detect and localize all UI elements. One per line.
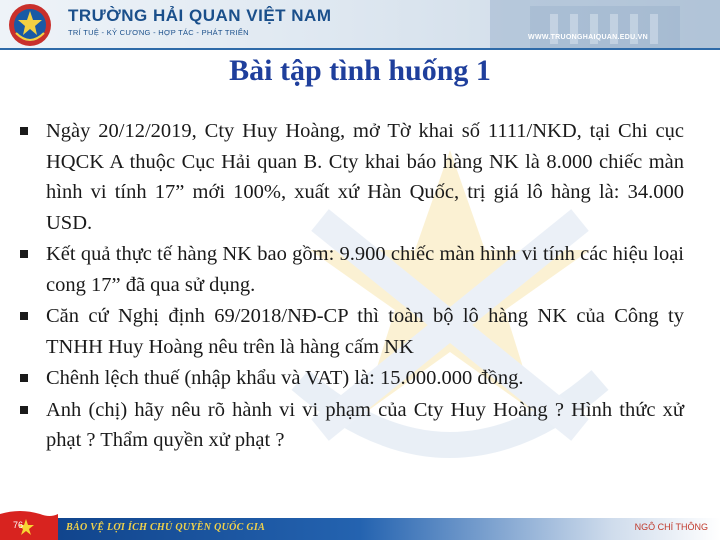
list-item [18,301,684,362]
square-bullet-icon [20,374,28,382]
list-item [18,239,684,300]
school-motto: TRÍ TUỆ - KỶ CƯƠNG - HỢP TÁC - PHÁT TRIỂN [68,28,249,37]
school-name: TRƯỜNG HẢI QUAN VIỆT NAM [68,6,332,25]
list-item-text: Chênh lệch thuế (nhập khẩu và VAT) là: 15.000.000 đồng. [46,367,524,389]
footer-slogan: BẢO VỆ LỢI ÍCH CHỦ QUYỀN QUỐC GIA [66,522,266,533]
square-bullet-icon [20,312,28,320]
author-name: NGÔ CHÍ THÔNG [634,522,708,532]
bullet-list [18,116,684,457]
slide-title: Bài tập tình huống 1 [229,54,491,87]
vietnam-flag-icon [0,510,58,540]
list-item-text: Căn cứ Nghị định 69/2018/NĐ-CP thì toàn bộ lô hàng NK của Công ty TNHH Huy Hoàng nêu trên là hàng cấm NK [46,305,684,358]
page-number: 76 [13,520,24,530]
school-website[interactable]: WWW.TRUONGHAIQUAN.EDU.VN [528,34,648,41]
slide-header [0,0,720,50]
square-bullet-icon [20,406,28,414]
list-item-text: Anh (chị) hãy nêu rõ hành vi vi phạm của Cty Huy Hoàng ? Hình thức xử phạt ? Thẩm quyền xử phạt ? [46,398,684,451]
header-divider [0,48,720,50]
square-bullet-icon [20,250,28,258]
list-item [18,395,684,456]
list-item-text: Kết quả thực tế hàng NK bao gồm: 9.900 chiếc màn hình vi tính các hiệu loại cong 17” đã qua sử dụng. [46,243,684,296]
list-item-text: Ngày 20/12/2019, Cty Huy Hoàng, mở Tờ khai số 1111/NKD, tại Chi cục HQCK A thuộc Cục Hải quan B. Cty khai báo hàng NK là 8.000 chiếc màn hình vi tính 17” mới 100%, xuất xứ Hàn Quốc, trị giá lô hàng là: 34.000 USD. [46,120,684,234]
list-item [18,116,684,238]
customs-emblem-icon [8,3,52,47]
square-bullet-icon [20,127,28,135]
list-item [18,363,684,394]
slide-footer [0,510,720,540]
